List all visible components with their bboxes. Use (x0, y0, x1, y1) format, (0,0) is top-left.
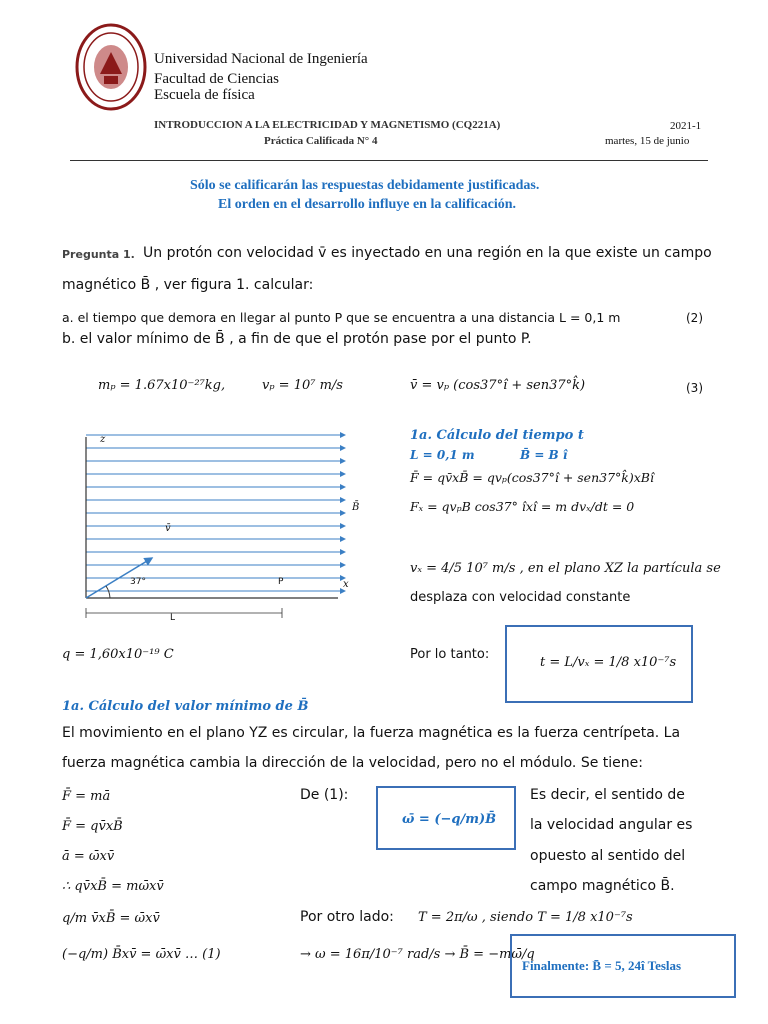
figure-1 (70, 425, 370, 635)
omega-value-equation: → ω = 16π/10⁻⁷ rad/s → B̄ = −mω̄/q (300, 947, 535, 962)
figure-label-b: B̄ (352, 502, 360, 513)
university-seal (74, 22, 148, 112)
solution-a-force-x: Fₓ = qvₚB cos37° îxî = m dvₓ/dt = 0 (410, 499, 635, 514)
faculty-name: Facultad de Ciencias (154, 71, 279, 87)
therefore-label: Por lo tanto: (410, 647, 490, 662)
equation-1: F̄ = mā (62, 789, 111, 804)
university-name: Universidad Nacional de Ingeniería (154, 51, 368, 67)
equation-5: q/m v̄xB̄ = ω̄xv̄ (62, 911, 160, 926)
header-divider (70, 160, 708, 161)
question-part-a: a. el tiempo que demora en llegar al punto P que se encuentra a una distancia L = 0,1 m (62, 310, 621, 325)
note-line-4: campo magnético B̄. (530, 878, 675, 894)
instruction-line-2: El orden en el desarrollo influye en la calificación. (218, 197, 516, 212)
figure-axis-x: x (343, 579, 349, 590)
solution-a-distance: L = 0,1 m (410, 448, 475, 462)
period-equation: T = 2π/ω , siendo T = 1/8 x10⁻⁷s (418, 910, 633, 925)
time-result: t = L/vₓ = 1/8 x10⁻⁷s (540, 655, 677, 670)
term-label: 2021-1 (670, 120, 702, 132)
from-equation-1: De (1): (300, 787, 349, 803)
solution-a-velocity-x-2: desplaza con velocidad constante (410, 590, 631, 605)
note-line-1: Es decir, el sentido de (530, 787, 685, 803)
course-title: INTRODUCCION A LA ELECTRICIDAD Y MAGNETISMO (CQ221A) (154, 119, 501, 131)
question-label: Pregunta 1. (62, 248, 135, 261)
solution-a-force: F̄ = qv̄xB̄ = qvₚ(cos37°î + sen37°k̂)xBî (410, 470, 654, 485)
solution-a-velocity-x: vₓ = 4/5 10⁷ m/s , en el plano XZ la partícula se (410, 561, 721, 576)
figure-label-l: L (170, 613, 176, 623)
part-a-points: (2) (686, 311, 703, 325)
solution-a-field: B̄ = B î (520, 448, 568, 462)
instruction-line-1: Sólo se calificarán las respuestas debidamente justificadas. (190, 178, 540, 193)
figure-label-p: P (278, 577, 284, 587)
magnetic-field-lines (86, 435, 345, 591)
figure-label-v: v̄ (165, 523, 171, 534)
final-result: Finalmente: B̄ = 5, 24î Teslas (522, 958, 682, 973)
solution-a-title: 1a. Cálculo del tiempo t (410, 428, 584, 443)
part-b-points: (3) (686, 381, 703, 395)
note-line-3: opuesto al sentido del (530, 848, 686, 864)
equation-3: ā = ω̄xv̄ (62, 849, 115, 864)
exam-date: martes, 15 de junio (605, 135, 690, 147)
figure-label-angle: 37° (130, 577, 146, 587)
given-speed: vₚ = 10⁷ m/s (262, 378, 343, 393)
question-text-2: magnético B̄ , ver figura 1. calcular: (62, 277, 314, 293)
given-velocity-vector: v̄ = vₚ (cos37°î + sen37°k̂) (410, 378, 586, 393)
other-side-label: Por otro lado: (300, 909, 394, 925)
figure-axis-z: z (100, 434, 106, 445)
question-part-b: b. el valor mínimo de B̄ , a fin de que el protón pase por el punto P. (62, 331, 532, 347)
equation-4: ∴ qv̄xB̄ = mω̄xv̄ (62, 879, 164, 894)
note-line-2: la velocidad angular es (530, 817, 693, 833)
solution-b-paragraph-2: fuerza magnética cambia la dirección de la velocidad, pero no el módulo. Se tiene: (62, 755, 643, 771)
school-name: Escuela de física (154, 87, 255, 103)
solution-b-paragraph-1: El movimiento en el plano YZ es circular, la fuerza magnética es la fuerza centrípeta. La (62, 725, 681, 741)
practice-title: Práctica Calificada N° 4 (264, 135, 378, 147)
equation-2: F̄ = qv̄xB̄ (62, 819, 123, 834)
given-proton-mass: mₚ = 1.67x10⁻²⁷kg, (98, 378, 226, 393)
equation-6: (−q/m) B̄xv̄ = ω̄xv̄ … (1) (62, 947, 221, 962)
question-text-1: Un protón con velocidad v̄ es inyectado en una región en la que existe un campo (143, 245, 712, 261)
angular-velocity-result: ω̄ = (−q/m)B̄ (402, 812, 497, 827)
proton-charge: q = 1,60x10⁻¹⁹ C (62, 647, 174, 662)
solution-b-title: 1a. Cálculo del valor mínimo de B̄ (62, 699, 309, 714)
